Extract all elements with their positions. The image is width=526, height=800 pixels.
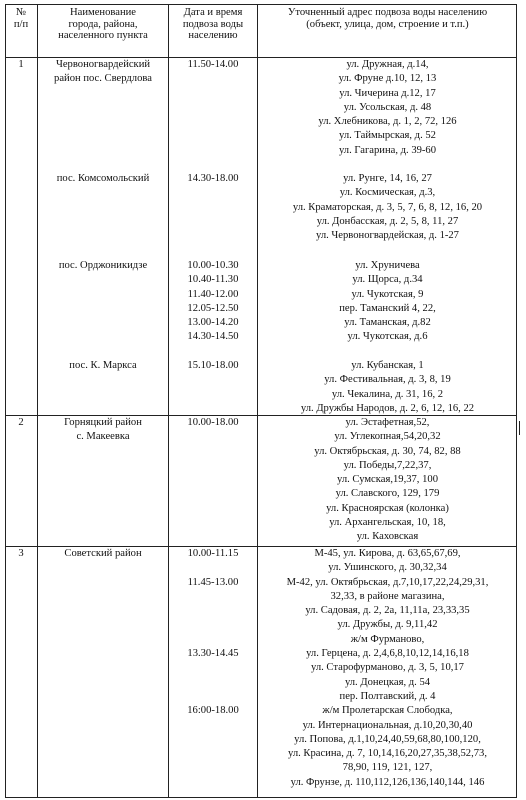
table-border-left bbox=[5, 4, 6, 798]
address-line: ул. Герцена, д. 2,4,6,8,10,12,14,16,18 bbox=[306, 648, 469, 660]
address-line: ул. Гагарина, д. 39-60 bbox=[338, 144, 437, 156]
delivery-time bbox=[169, 259, 257, 345]
address-line: ул. Донбасская, д. 2, 5, 8, 11, 27 bbox=[316, 215, 459, 227]
delivery-time bbox=[169, 416, 257, 430]
address-line: ул. Червоногвардейская, д. 1-27 bbox=[316, 230, 459, 242]
time-slot: 13.30-14.45 bbox=[187, 648, 239, 660]
address-line: ул. Донецкая, д. 54 bbox=[344, 676, 431, 688]
time-slot: 12.05-12.50 bbox=[187, 302, 239, 314]
address-list bbox=[258, 359, 517, 416]
row-number: 3 bbox=[18, 548, 24, 559]
address-line: ул. Фрунзе, д. 110,112,126,136,140,144, 146 bbox=[290, 776, 485, 788]
time-slot: 10.00-18.00 bbox=[187, 417, 239, 428]
locality-name bbox=[38, 547, 168, 561]
time-slot bbox=[169, 633, 257, 647]
time-slot: 10.00-10.30 bbox=[187, 260, 239, 271]
water-schedule-table bbox=[5, 4, 517, 798]
locality-name bbox=[38, 416, 168, 445]
address-line: 78,90, 119, 121, 127, bbox=[342, 762, 433, 774]
address-line: ул. Красноярская (колонка) bbox=[326, 502, 449, 514]
address-line: пер. Полтавский, д. 4 bbox=[339, 690, 436, 702]
header-locality: Наименование города, района, населенного пункта bbox=[58, 7, 148, 41]
time-slot bbox=[169, 618, 257, 632]
delivery-time bbox=[169, 547, 257, 719]
delivery-time bbox=[169, 58, 257, 72]
address-line: ул. Хлебникова, д. 1, 2, 72, 126 bbox=[318, 116, 457, 128]
address-line: ж/м Пролетарская Слободка, bbox=[322, 705, 453, 717]
time-slot: 14.30-14.50 bbox=[187, 331, 239, 343]
time-slot bbox=[169, 590, 257, 604]
address-line: ул. Победы,7,22,37, bbox=[343, 459, 432, 471]
time-slot bbox=[169, 561, 257, 575]
locality-name bbox=[38, 58, 168, 87]
row-number: 1 bbox=[18, 59, 24, 70]
address-line: ул. Усольская, д. 48 bbox=[343, 101, 432, 113]
address-line: ул. Углекопная,54,20,32 bbox=[334, 431, 441, 443]
address-line: ул. Сумская,19,37, 100 bbox=[336, 474, 438, 486]
address-line: ул. Старофурманово, д. 3, 5, 10,17 bbox=[311, 662, 464, 674]
address-line: ж/м Фурманово, bbox=[350, 633, 425, 645]
locality-name bbox=[38, 259, 168, 273]
locality-name bbox=[38, 172, 168, 186]
address-line: ул. Щорса, д.34 bbox=[352, 274, 423, 286]
address-line: ул. Архангельская, 10, 18, bbox=[329, 517, 446, 529]
address-line: ул. Попова, д.1,10,24,40,59,68,80,100,120, bbox=[294, 733, 481, 745]
locality-name-line: Червоногвардейский bbox=[55, 59, 151, 70]
address-line: ул. Фестивальная, д. 3, 8, 19 bbox=[324, 374, 451, 386]
text-cursor bbox=[519, 421, 520, 435]
time-slot bbox=[169, 676, 257, 690]
time-slot bbox=[169, 661, 257, 675]
address-line: ул. Дружная, д.14, bbox=[346, 59, 429, 70]
locality-name bbox=[38, 359, 168, 373]
locality-name-line: Горняцкий район bbox=[64, 417, 142, 428]
locality-name-line: пос. Комсомольский bbox=[56, 173, 150, 184]
address-line: пер. Таманский 4, 22, bbox=[339, 302, 436, 314]
time-slot bbox=[169, 690, 257, 704]
time-slot: 14.30-18.00 bbox=[187, 173, 239, 184]
address-line: ул. Краматорская, д. 3, 5, 7, 6, 8, 12, 16, 20 bbox=[292, 201, 483, 213]
address-line: ул. Эстафетная,52, bbox=[345, 417, 430, 428]
header-number: № п/п bbox=[13, 7, 29, 30]
address-line: ул. Таймырская, д. 52 bbox=[339, 130, 436, 142]
header-address: Уточненный адрес подвоза воды населению (объект, улица, дом, строение и т.п.) bbox=[287, 7, 488, 30]
delivery-time bbox=[169, 172, 257, 186]
address-list bbox=[258, 259, 517, 345]
address-line: ул. Таманская, д.82 bbox=[344, 317, 431, 329]
address-line: ул. Чукотская, 9 bbox=[351, 288, 424, 300]
address-line: ул. Чичерина д.12, 17 bbox=[339, 87, 436, 99]
address-list bbox=[258, 58, 517, 158]
time-slot: 11.40-12.00 bbox=[187, 288, 239, 300]
address-line: ул. Чукотская, д.6 bbox=[347, 331, 428, 343]
time-slot bbox=[169, 604, 257, 618]
address-line: ул. Фруне д.10, 12, 13 bbox=[338, 73, 437, 85]
table-border-top bbox=[5, 4, 517, 5]
address-line: ул. Ушинского, д. 30,32,34 bbox=[328, 562, 447, 574]
address-line: ул. Каховская bbox=[356, 531, 419, 543]
address-line: ул. Дружбы Народов, д. 2, 6, 12, 16, 22 bbox=[300, 402, 475, 414]
address-list bbox=[258, 172, 517, 243]
address-line: ул. Интернациональная, д.10,20,30,40 bbox=[302, 719, 473, 731]
time-slot: 11.50-14.00 bbox=[187, 59, 239, 70]
delivery-time bbox=[169, 359, 257, 373]
time-slot: 11.45-13.00 bbox=[187, 576, 239, 588]
address-line: 32,33, в районе магазина, bbox=[330, 590, 445, 602]
locality-name-line: район пос. Свердлова bbox=[54, 73, 152, 85]
address-line: ул. Космическая, д.3, bbox=[339, 187, 436, 199]
address-line: ул. Славского, 129, 179 bbox=[335, 488, 440, 500]
address-line: М-45, ул. Кирова, д. 63,65,67,69, bbox=[314, 548, 461, 559]
time-slot: 10.40-11.30 bbox=[187, 274, 239, 286]
address-line: ул. Рунге, 14, 16, 27 bbox=[343, 173, 432, 184]
time-slot: 13.00-14.20 bbox=[187, 317, 239, 329]
time-slot: 15.10-18.00 bbox=[187, 360, 239, 371]
time-slot: 10.00-11.15 bbox=[187, 548, 239, 559]
column-divider bbox=[37, 4, 38, 798]
address-line: ул. Октябрьская, д. 30, 74, 82, 88 bbox=[314, 445, 461, 457]
address-line: ул. Кубанская, 1 bbox=[351, 360, 424, 371]
address-line: ул. Чекалина, д. 31, 16, 2 bbox=[331, 388, 444, 400]
locality-name-line: Советский район bbox=[64, 548, 142, 559]
address-list bbox=[258, 547, 517, 790]
header-datetime: Дата и время подвоза воды населению bbox=[182, 7, 244, 41]
locality-name-line: пос. Орджоникидзе bbox=[58, 260, 148, 271]
address-line: ул. Садовая, д. 2, 2а, 11,11а, 23,33,35 bbox=[305, 605, 470, 617]
table-border-bottom bbox=[5, 797, 517, 798]
address-line: ул. Дружбы, д. 9,11,42 bbox=[337, 619, 438, 631]
row-number: 2 bbox=[18, 417, 24, 428]
address-list bbox=[258, 416, 517, 545]
time-slot: 16:00-18.00 bbox=[187, 705, 239, 717]
locality-name-line: пос. К. Маркса bbox=[69, 360, 137, 371]
address-line: М-42, ул. Октябрьская, д.7,10,17,22,24,29,31, bbox=[286, 576, 489, 588]
address-line: ул. Хруничева bbox=[355, 260, 420, 271]
locality-name-line: с. Макеевка bbox=[76, 431, 130, 443]
address-line: ул. Красина, д. 7, 10,14,16,20,27,35,38,52,73, bbox=[288, 748, 487, 760]
